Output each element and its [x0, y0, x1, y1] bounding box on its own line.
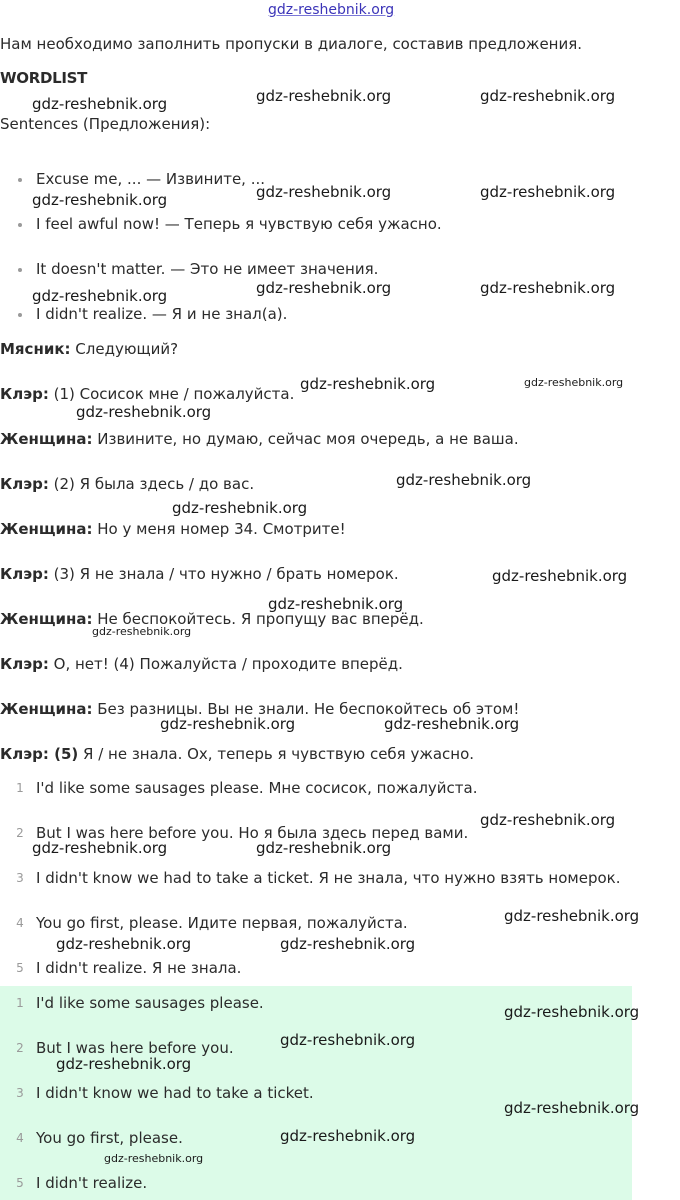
watermark: gdz-reshebnik.org	[256, 279, 392, 297]
dialogue-text: Но у меня номер 34. Смотрите!	[92, 520, 346, 538]
item-number: 1	[16, 781, 24, 795]
dialogue-line	[0, 654, 403, 674]
item-text: I'd like some sausages please. Мне сосисок, пожалуйста.	[36, 779, 478, 797]
watermark: gdz-reshebnik.org	[480, 87, 616, 105]
item-number: 2	[16, 1041, 24, 1055]
speaker-label: Женщина:	[0, 610, 93, 628]
wordlist-heading: WORDLIST	[0, 69, 88, 87]
watermark: gdz-reshebnik.org	[76, 403, 212, 421]
item-text: I didn't realize. Я не знала.	[36, 959, 242, 977]
watermark: gdz-reshebnik.org	[280, 1127, 416, 1145]
speaker-label: Клэр:	[0, 565, 49, 583]
item-text: I didn't realize.	[36, 1174, 148, 1192]
dialogue-line	[0, 744, 474, 764]
watermark: gdz-reshebnik.org	[160, 715, 296, 733]
item-number: 3	[16, 871, 24, 885]
speaker-label: Клэр:	[0, 475, 49, 493]
item-text: I didn't know we had to take a ticket. Я не знала, что нужно взять номерок.	[36, 869, 621, 887]
dialogue-text: Я / не знала. Ох, теперь я чувствую себя ужасно.	[78, 745, 475, 763]
sentences-heading: Sentences (Предложения):	[0, 115, 211, 133]
watermark: gdz-reshebnik.org	[504, 907, 640, 925]
watermark: gdz-reshebnik.org	[32, 95, 168, 113]
watermark: gdz-reshebnik.org	[300, 375, 436, 393]
watermark: gdz-reshebnik.org	[280, 1031, 416, 1049]
dialogue-line	[0, 339, 178, 359]
watermark: gdz-reshebnik.org	[92, 625, 192, 638]
wordlist-text: I feel awful now! — Теперь я чувствую себя ужасно.	[36, 215, 442, 233]
bullet-icon	[18, 178, 22, 182]
item-number: 4	[16, 916, 24, 930]
item-text: You go first, please.	[36, 1129, 183, 1147]
dialogue-line	[0, 564, 399, 584]
watermark: gdz-reshebnik.org	[104, 1152, 204, 1165]
dialogue-line	[0, 474, 254, 494]
dialogue-text: (2) Я была здесь / до вас.	[48, 475, 255, 493]
watermark: gdz-reshebnik.org	[256, 87, 392, 105]
watermark: gdz-reshebnik.org	[384, 715, 520, 733]
dialogue-text: (1) Сосисок мне / пожалуйста.	[48, 385, 295, 403]
bullet-icon	[18, 268, 22, 272]
watermark: gdz-reshebnik.org	[480, 811, 616, 829]
dialogue-line	[0, 384, 294, 404]
item-text: But I was here before you. Но я была здесь перед вами.	[36, 824, 469, 842]
watermark: gdz-reshebnik.org	[480, 183, 616, 201]
watermark: gdz-reshebnik.org	[32, 191, 168, 209]
watermark: gdz-reshebnik.org	[32, 287, 168, 305]
dialogue-text: Извините, но думаю, сейчас моя очередь, а не ваша.	[92, 430, 519, 448]
watermark-top-link[interactable]: gdz-reshebnik.org	[268, 2, 395, 18]
wordlist-text: I didn't realize. — Я и не знал(а).	[36, 305, 288, 323]
item-number: 5	[16, 1176, 24, 1190]
intro-text: Нам необходимо заполнить пропуски в диалоге, составив предложения.	[0, 35, 583, 53]
speaker-label: Клэр:	[0, 385, 49, 403]
speaker-label: Женщина:	[0, 700, 93, 718]
dialogue-text: (3) Я не знала / что нужно / брать номерок.	[48, 565, 399, 583]
item-number: 2	[16, 826, 24, 840]
watermark: gdz-reshebnik.org	[504, 1099, 640, 1117]
dialogue-text: Не беспокойтесь. Я пропущу вас вперёд.	[92, 610, 424, 628]
speaker-label: Женщина:	[0, 430, 93, 448]
item-text: You go first, please. Идите первая, пожалуйста.	[36, 914, 408, 932]
dialogue-line	[0, 519, 346, 539]
speaker-label: Женщина:	[0, 520, 93, 538]
item-number: 1	[16, 996, 24, 1010]
dialogue-text: Следующий?	[70, 340, 179, 358]
item-number: 4	[16, 1131, 24, 1145]
watermark: gdz-reshebnik.org	[492, 567, 628, 585]
bullet-icon	[18, 223, 22, 227]
watermark: gdz-reshebnik.org	[172, 499, 308, 517]
watermark: gdz-reshebnik.org	[504, 1003, 640, 1021]
watermark: gdz-reshebnik.org	[268, 595, 404, 613]
item-text: But I was here before you.	[36, 1039, 234, 1057]
speaker-label: Мясник:	[0, 340, 71, 358]
watermark: gdz-reshebnik.org	[256, 183, 392, 201]
speaker-label: Клэр:	[0, 655, 49, 673]
wordlist-text: It doesn't matter. — Это не имеет значения.	[36, 260, 379, 278]
item-text: I'd like some sausages please.	[36, 994, 264, 1012]
watermark: gdz-reshebnik.org	[280, 935, 416, 953]
watermark: gdz-reshebnik.org	[32, 839, 168, 857]
item-text: I didn't know we had to take a ticket.	[36, 1084, 314, 1102]
speaker-label: Клэр: (5)	[0, 745, 79, 763]
watermark: gdz-reshebnik.org	[56, 935, 192, 953]
watermark: gdz-reshebnik.org	[524, 376, 624, 389]
wordlist-text: Excuse me, ... — Извините, ...	[36, 170, 266, 188]
dialogue-text: Без разницы. Вы не знали. Не беспокойтесь об этом!	[92, 700, 520, 718]
bullet-icon	[18, 313, 22, 317]
item-number: 5	[16, 961, 24, 975]
dialogue-text: О, нет! (4) Пожалуйста / проходите вперёд.	[48, 655, 403, 673]
watermark: gdz-reshebnik.org	[256, 839, 392, 857]
watermark: gdz-reshebnik.org	[396, 471, 532, 489]
watermark: gdz-reshebnik.org	[56, 1055, 192, 1073]
item-number: 3	[16, 1086, 24, 1100]
watermark: gdz-reshebnik.org	[480, 279, 616, 297]
dialogue-line	[0, 429, 519, 449]
